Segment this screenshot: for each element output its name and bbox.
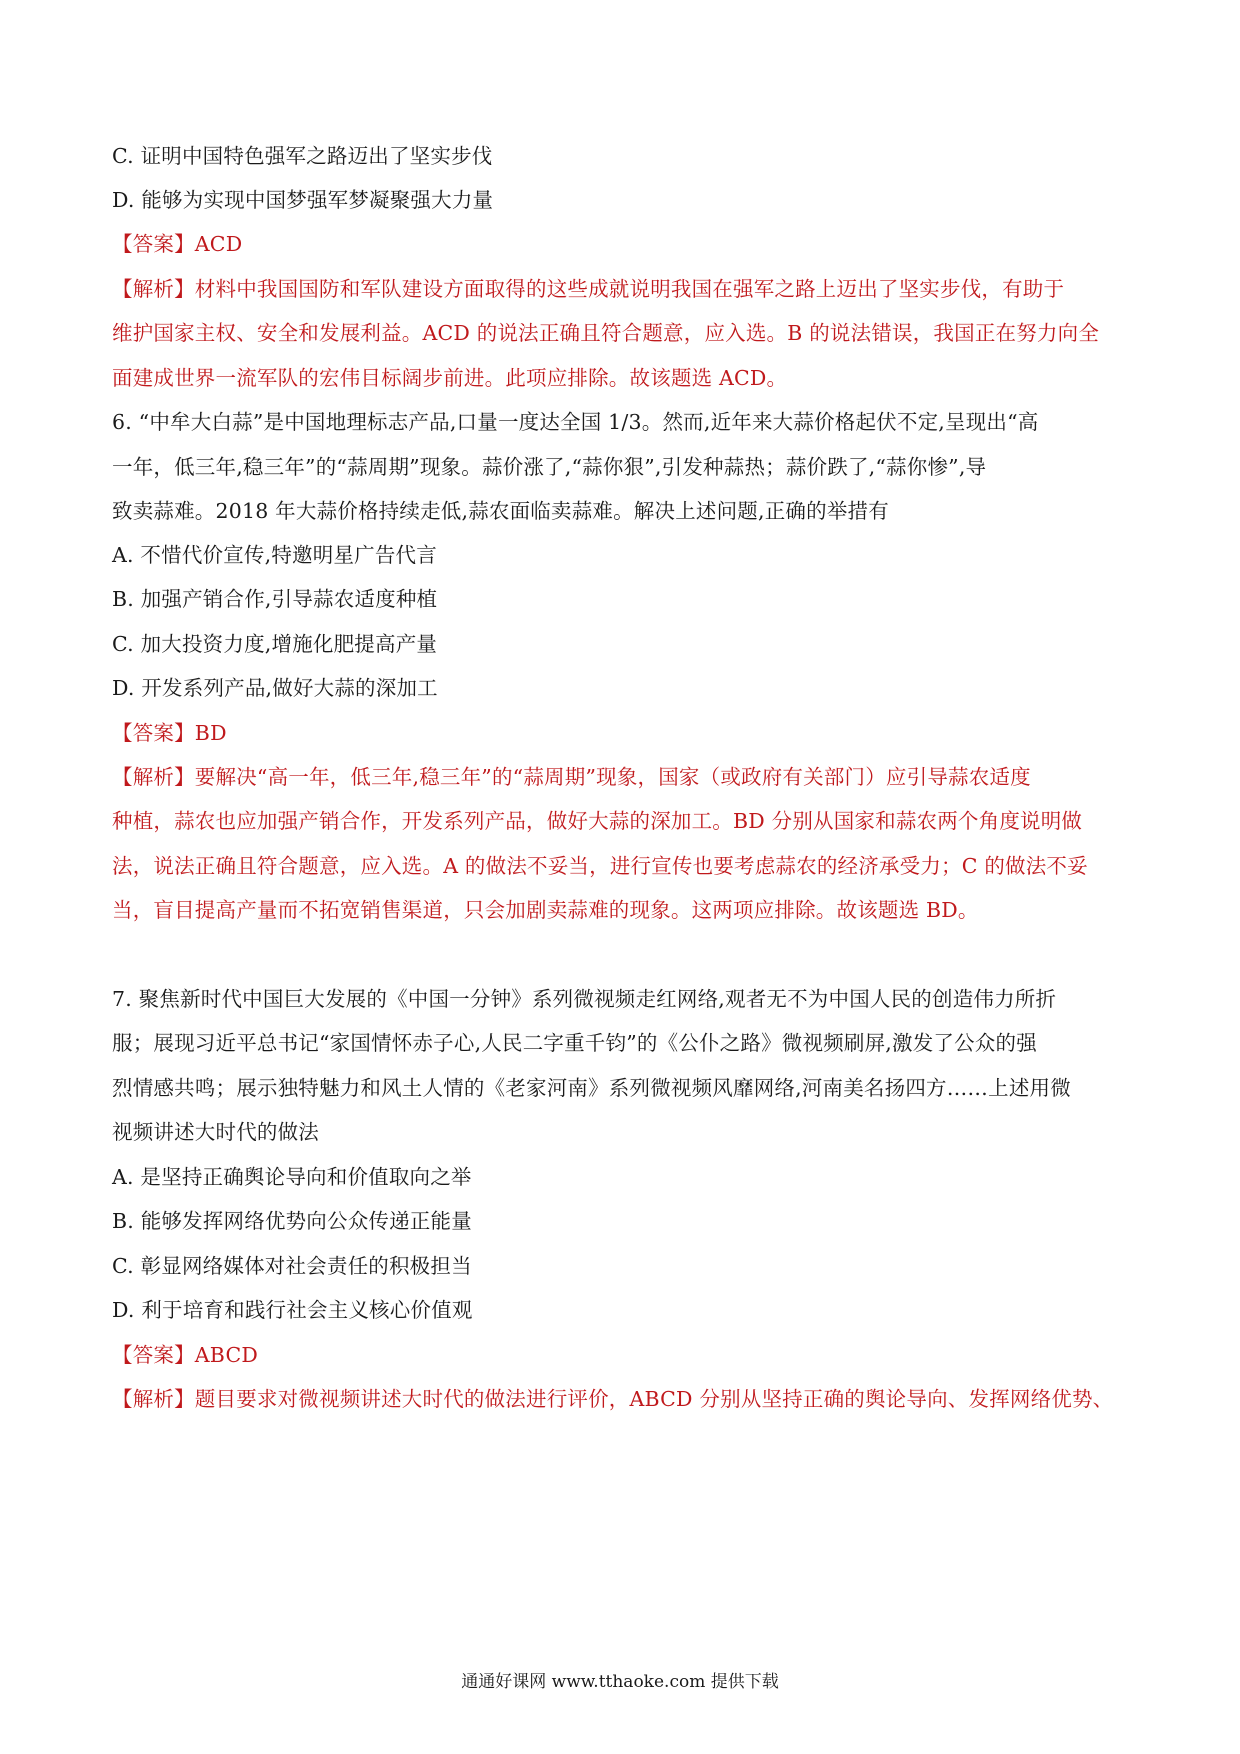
q5-analysis-line-1: 【解析】材料中我国国防和军队建设方面取得的这些成就说明我国在强军之路上迈出了坚实步伐，有助于 bbox=[112, 277, 1065, 301]
q6-option-c: C. 加大投资力度,增施化肥提高产量 bbox=[112, 632, 438, 656]
q6-analysis-line-2: 种植，蒜农也应加强产销合作，开发系列产品，做好大蒜的深加工。BD 分别从国家和蒜农两个角度说明做 bbox=[112, 809, 1083, 833]
q7-option-a: A. 是坚持正确舆论导向和价值取向之举 bbox=[112, 1165, 472, 1189]
q6-option-d: D. 开发系列产品,做好大蒜的深加工 bbox=[112, 676, 438, 700]
q7-stem-line-3: 烈情感共鸣；展示独特魅力和风土人情的《老家河南》系列微视频风靡网络,河南美名扬四方……上述用微 bbox=[112, 1076, 1071, 1100]
q7-option-c: C. 彰显网络媒体对社会责任的积极担当 bbox=[112, 1254, 472, 1278]
q7-answer: 【答案】ABCD bbox=[112, 1343, 258, 1367]
q6-stem-line-2: 一年，低三年,稳三年”的“蒜周期”现象。蒜价涨了,“蒜你狠”,引发种蒜热；蒜价跌了,“蒜你惨”,导 bbox=[112, 455, 987, 479]
q6-option-b: B. 加强产销合作,引导蒜农适度种植 bbox=[112, 587, 438, 611]
q6-analysis-line-3: 法，说法正确且符合题意，应入选。A 的做法不妥当，进行宣传也要考虑蒜农的经济承受力；C 的做法不妥 bbox=[112, 854, 1088, 878]
q5-option-c: C. 证明中国特色强军之路迈出了坚实步伐 bbox=[112, 144, 493, 168]
q7-option-d: D. 利于培育和践行社会主义核心价值观 bbox=[112, 1298, 473, 1322]
q5-option-d: D. 能够为实现中国梦强军梦凝聚强大力量 bbox=[112, 188, 494, 212]
q7-stem-line-1: 7. 聚焦新时代中国巨大发展的《中国一分钟》系列微视频走红网络,观者无不为中国人民的创造伟力所折 bbox=[112, 987, 1057, 1011]
q7-stem-line-4: 视频讲述大时代的做法 bbox=[112, 1120, 319, 1144]
q6-answer: 【答案】BD bbox=[112, 721, 227, 745]
q5-answer: 【答案】ACD bbox=[112, 232, 243, 256]
q6-analysis-line-4: 当，盲目提高产量而不拓宽销售渠道，只会加剧卖蒜难的现象。这两项应排除。故该题选 BD。 bbox=[112, 898, 979, 922]
q7-option-b: B. 能够发挥网络优势向公众传递正能量 bbox=[112, 1209, 472, 1233]
q5-analysis-line-2: 维护国家主权、安全和发展利益。ACD 的说法正确且符合题意，应入选。B 的说法错误，我国正在努力向全 bbox=[112, 321, 1100, 345]
q7-stem-line-2: 服；展现习近平总书记“家国情怀赤子心,人民二字重千钧”的《公仆之路》微视频刷屏,激发了公众的强 bbox=[112, 1031, 1037, 1055]
q6-analysis-line-1: 【解析】要解决“高一年，低三年,稳三年”的“蒜周期”现象，国家（或政府有关部门）应引导蒜农适度 bbox=[112, 765, 1031, 789]
q6-stem-line-1: 6. “中牟大白蒜”是中国地理标志产品,口量一度达全国 1/3。然而,近年来大蒜价格起伏不定,呈现出“高 bbox=[112, 410, 1039, 434]
page-footer: 通通好课网 www.tthaoke.com 提供下载 bbox=[461, 1672, 779, 1692]
q6-stem-line-3: 致卖蒜难。2018 年大蒜价格持续走低,蒜农面临卖蒜难。解决上述问题,正确的举措有 bbox=[112, 499, 889, 523]
q5-analysis-line-3: 面建成世界一流军队的宏伟目标阔步前进。此项应排除。故该题选 ACD。 bbox=[112, 366, 788, 390]
q6-option-a: A. 不惜代价宣传,特邀明星广告代言 bbox=[112, 543, 437, 567]
q7-analysis-line-1: 【解析】题目要求对微视频讲述大时代的做法进行评价，ABCD 分别从坚持正确的舆论导向、发挥网络优势、 bbox=[112, 1387, 1114, 1411]
